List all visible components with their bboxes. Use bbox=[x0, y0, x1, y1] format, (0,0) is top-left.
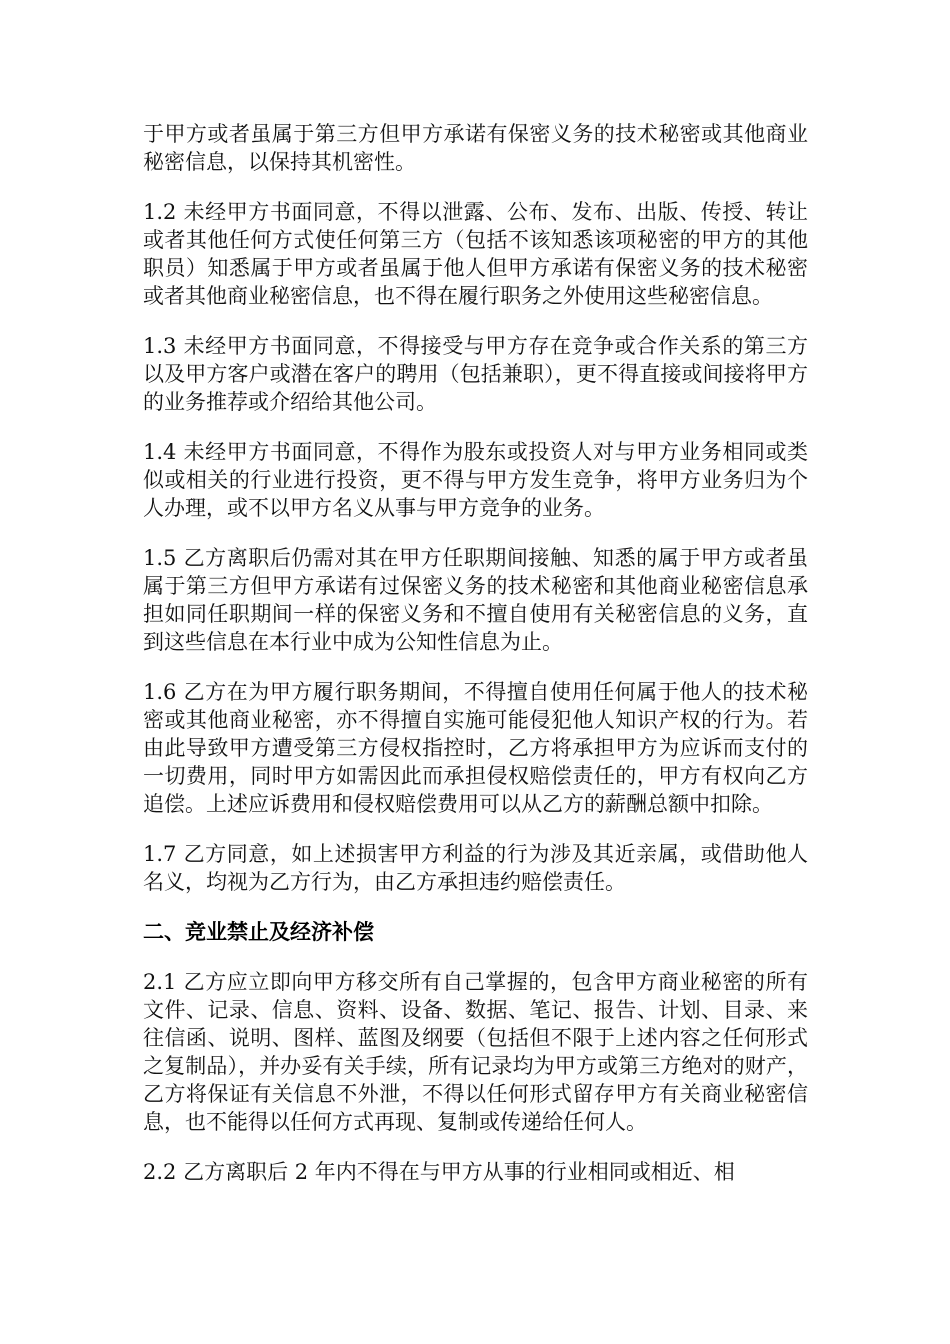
paragraph-2-1: 2.1 乙方应立即向甲方移交所有自己掌握的，包含甲方商业秘密的所有文件、记录、信息、资料、设备、数据、笔记、报告、计划、目录、来往信函、说明、图样、蓝图及纲要（包括但不限于上述内容之任何形式之复制品），并办妥有关手续，所有记录均为甲方或第三方绝对的财产，乙方将保证有关信息不外泄，不得以任何形式留存甲方有关商业秘密信息，也不能得以任何方式再现、复制或传递给任何人。 bbox=[143, 970, 808, 1134]
paragraph-1-1-continued: 于甲方或者虽属于第三方但甲方承诺有保密义务的技术秘密或其他商业秘密信息，以保持其机密性。 bbox=[143, 122, 808, 174]
section-heading: 二、竞业禁止及经济补偿 bbox=[143, 920, 374, 944]
paragraph-1-7: 1.7 乙方同意，如上述损害甲方利益的行为涉及其近亲属，或借助他人名义，均视为乙方行为，由乙方承担违约赔偿责任。 bbox=[143, 842, 808, 894]
document-body bbox=[143, 120, 808, 1208]
paragraph-2-2: 2.2 乙方离职后 2 年内不得在与甲方从事的行业相同或相近、相 bbox=[143, 1160, 735, 1184]
paragraph-1-3: 1.3 未经甲方书面同意，不得接受与甲方存在竞争或合作关系的第三方以及甲方客户或潜在客户的聘用（包括兼职），更不得直接或间接将甲方的业务推荐或介绍给其他公司。 bbox=[143, 334, 808, 414]
paragraph-1-2: 1.2 未经甲方书面同意，不得以泄露、公布、发布、出版、传授、转让或者其他任何方式使任何第三方（包括不该知悉该项秘密的甲方的其他职员）知悉属于甲方或者虽属于他人但甲方承诺有保密义务的技术秘密或者其他商业秘密信息，也不得在履行职务之外使用这些秘密信息。 bbox=[143, 200, 808, 308]
paragraph-1-6: 1.6 乙方在为甲方履行职务期间，不得擅自使用任何属于他人的技术秘密或其他商业秘密，亦不得擅自实施可能侵犯他人知识产权的行为。若由此导致甲方遭受第三方侵权指控时，乙方将承担甲方为应诉而支付的一切费用，同时甲方如需因此而承担侵权赔偿责任的，甲方有权向乙方追偿。上述应诉费用和侵权赔偿费用可以从乙方的薪酬总额中扣除。 bbox=[143, 680, 808, 816]
paragraph-1-4: 1.4 未经甲方书面同意，不得作为股东或投资人对与甲方业务相同或类似或相关的行业进行投资，更不得与甲方发生竞争，将甲方业务归为个人办理，或不以甲方名义从事与甲方竞争的业务。 bbox=[143, 440, 808, 520]
paragraph-1-5: 1.5 乙方离职后仍需对其在甲方任职期间接触、知悉的属于甲方或者虽属于第三方但甲方承诺有过保密义务的技术秘密和其他商业秘密信息承担如同任职期间一样的保密义务和不擅自使用有关秘密信息的义务，直到这些信息在本行业中成为公知性信息为止。 bbox=[143, 546, 808, 654]
